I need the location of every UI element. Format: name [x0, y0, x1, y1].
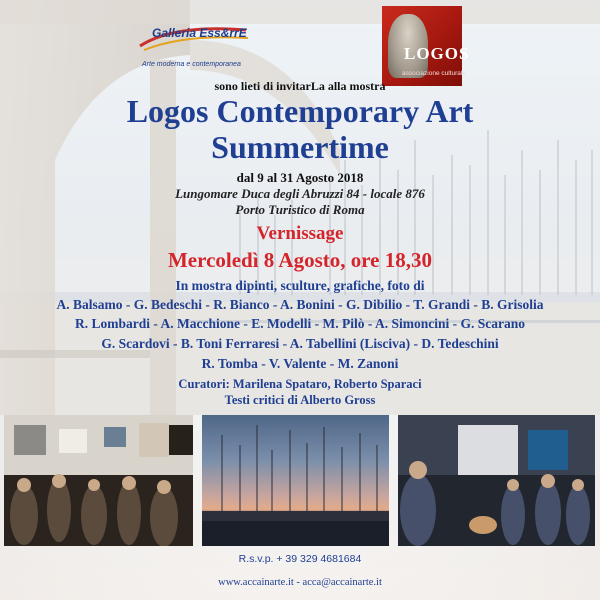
galleria-name: Galleria Ess&rrE — [152, 26, 247, 40]
venue-name: Porto Turistico di Roma — [235, 202, 365, 217]
galleria-tagline: Arte moderna e contemporanea — [142, 61, 241, 68]
website-email: www.accainarte.it - acca@accainarte.it — [218, 577, 382, 588]
venue-address: Lungomare Duca degli Abruzzi 84 - locale 876 — [175, 186, 425, 201]
galleria-logo — [134, 16, 254, 68]
rsvp-contact: R.s.v.p. + 39 329 4681684 — [238, 553, 362, 565]
exhibition-title-line2: Summertime — [211, 129, 389, 165]
event-crowd-image — [398, 415, 595, 546]
logos-subtitle: associazione culturale — [402, 70, 466, 77]
critic-texts: Testi critici di Alberto Gross — [224, 393, 376, 407]
gallery-interior-image — [4, 415, 193, 546]
artist-line: R. Tomba - V. Valente - M. Zanoni — [201, 356, 399, 371]
harbor-sunset-photo — [202, 415, 389, 546]
logos-logo — [382, 6, 470, 86]
vernissage-label: Vernissage — [256, 223, 344, 244]
logos-wordmark: LOGOS — [404, 44, 470, 63]
artist-line: G. Scardovi - B. Toni Ferraresi - A. Tabellini (Lisciva) - D. Tedeschini — [101, 336, 499, 351]
harbor-sunset-image — [202, 415, 389, 546]
gallery-interior-photo — [4, 415, 193, 546]
artist-line: R. Lombardi - A. Macchione - E. Modelli - M. Pilò - A. Simoncini - G. Scarano — [75, 316, 525, 331]
invite-intro: sono lieti di invitarLa alla mostra — [214, 79, 386, 93]
vernissage-date: Mercoledì 8 Agosto, ore 18,30 — [167, 248, 432, 272]
event-crowd-photo — [398, 415, 595, 546]
exhibition-dates: dal 9 al 31 Agosto 2018 — [236, 170, 364, 185]
exhibition-title-line1: Logos Contemporary Art — [126, 93, 474, 129]
artist-line: A. Balsamo - G. Bedeschi - R. Bianco - A. Bonini - G. Dibilio - T. Grandi - B. Grisolia — [56, 297, 544, 312]
artists-intro: In mostra dipinti, sculture, grafiche, foto di — [175, 278, 425, 293]
curators: Curatori: Marilena Spataro, Roberto Sparaci — [178, 377, 422, 391]
